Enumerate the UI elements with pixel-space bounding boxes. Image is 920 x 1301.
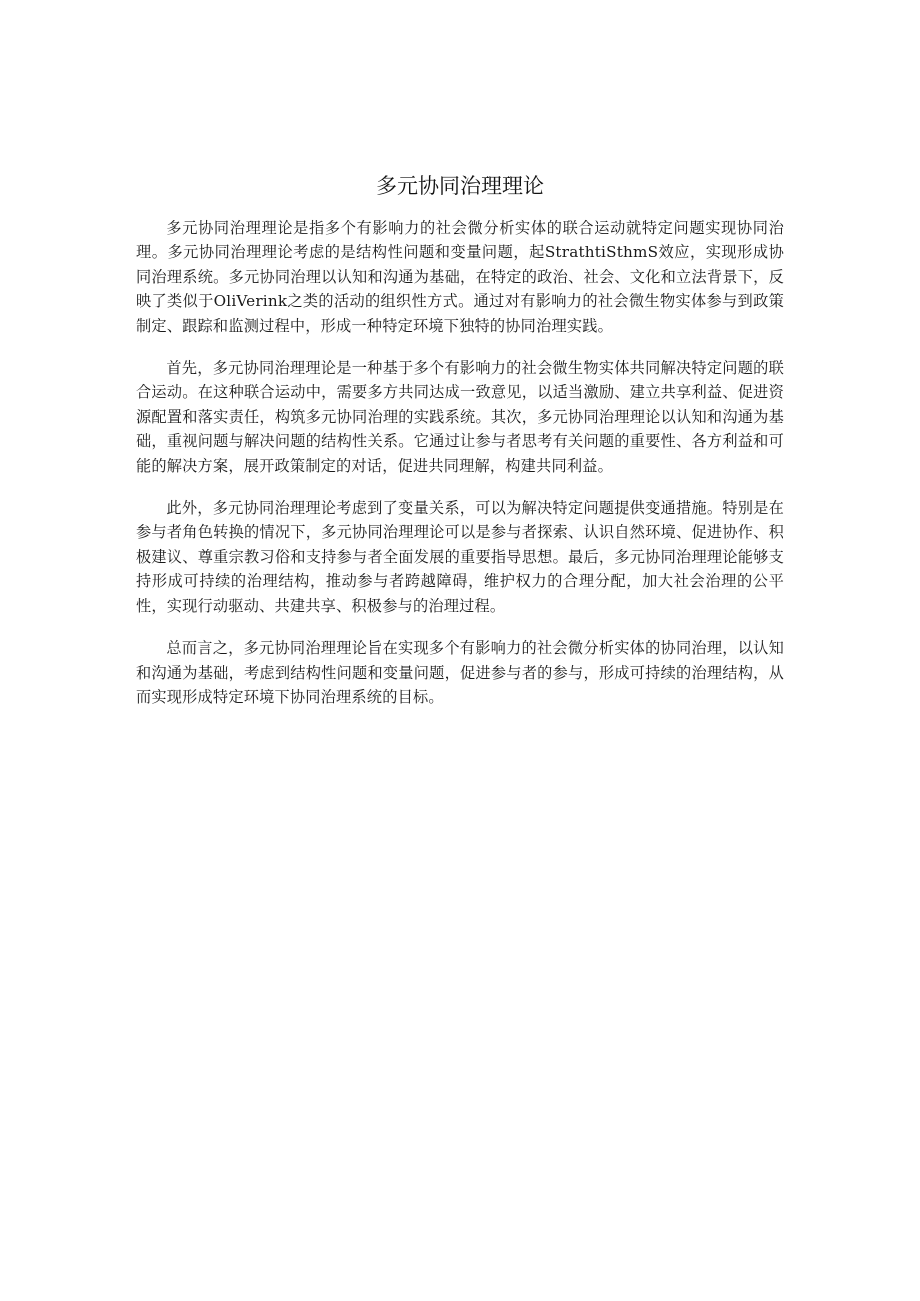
paragraph-4: 总而言之，多元协同治理理论旨在实现多个有影响力的社会微分析实体的协同治理，以认知和沟通为基础，考虑到结构性问题和变量问题，促进参与者的参与，形成可持续的治理结构，从而实现形成特定环境下协同治理系统的目标。 (136, 639, 784, 706)
paragraph-1: 多元协同治理理论是指多个有影响力的社会微分析实体的联合运动就特定问题实现协同治理。多元协同治理理论考虑的是结构性问题和变量问题，起StrathtiSthmS效应，实现形成协同治理系统。多元协同治理以认知和沟通为基础，在特定的政治、社会、文化和立法背景下，反映了类似于OliVerink之类的活动的组织性方式。通过对有影响力的社会微生物实体参与到政策制定、跟踪和监测过程中，形成一种特定环境下独特的协同治理实践。 (136, 219, 784, 335)
paragraph-3: 此外，多元协同治理理论考虑到了变量关系，可以为解决特定问题提供变通措施。特别是在参与者角色转换的情况下，多元协同治理理论可以是参与者探索、认识自然环境、促进协作、积极建议、尊重宗教习俗和支持参与者全面发展的重要指导思想。最后，多元协同治理理论能够支持形成可持续的治理结构，推动参与者跨越障碍，维护权力的合理分配，加大社会治理的公平性，实现行动驱动、共建共享、积极参与的治理过程。 (136, 499, 784, 615)
document-body (136, 216, 784, 727)
paragraph-2: 首先，多元协同治理理论是一种基于多个有影响力的社会微生物实体共同解决特定问题的联合运动。在这种联合运动中，需要多方共同达成一致意见，以适当激励、建立共享利益、促进资源配置和落实责任，构筑多元协同治理的实践系统。其次，多元协同治理理论以认知和沟通为基础，重视问题与解决问题的结构性关系。它通过让参与者思考有关问题的重要性、各方利益和可能的解决方案，展开政策制定的对话，促进共同理解，构建共同利益。 (136, 359, 784, 475)
document-title: 多元协同治理理论 (376, 174, 544, 198)
